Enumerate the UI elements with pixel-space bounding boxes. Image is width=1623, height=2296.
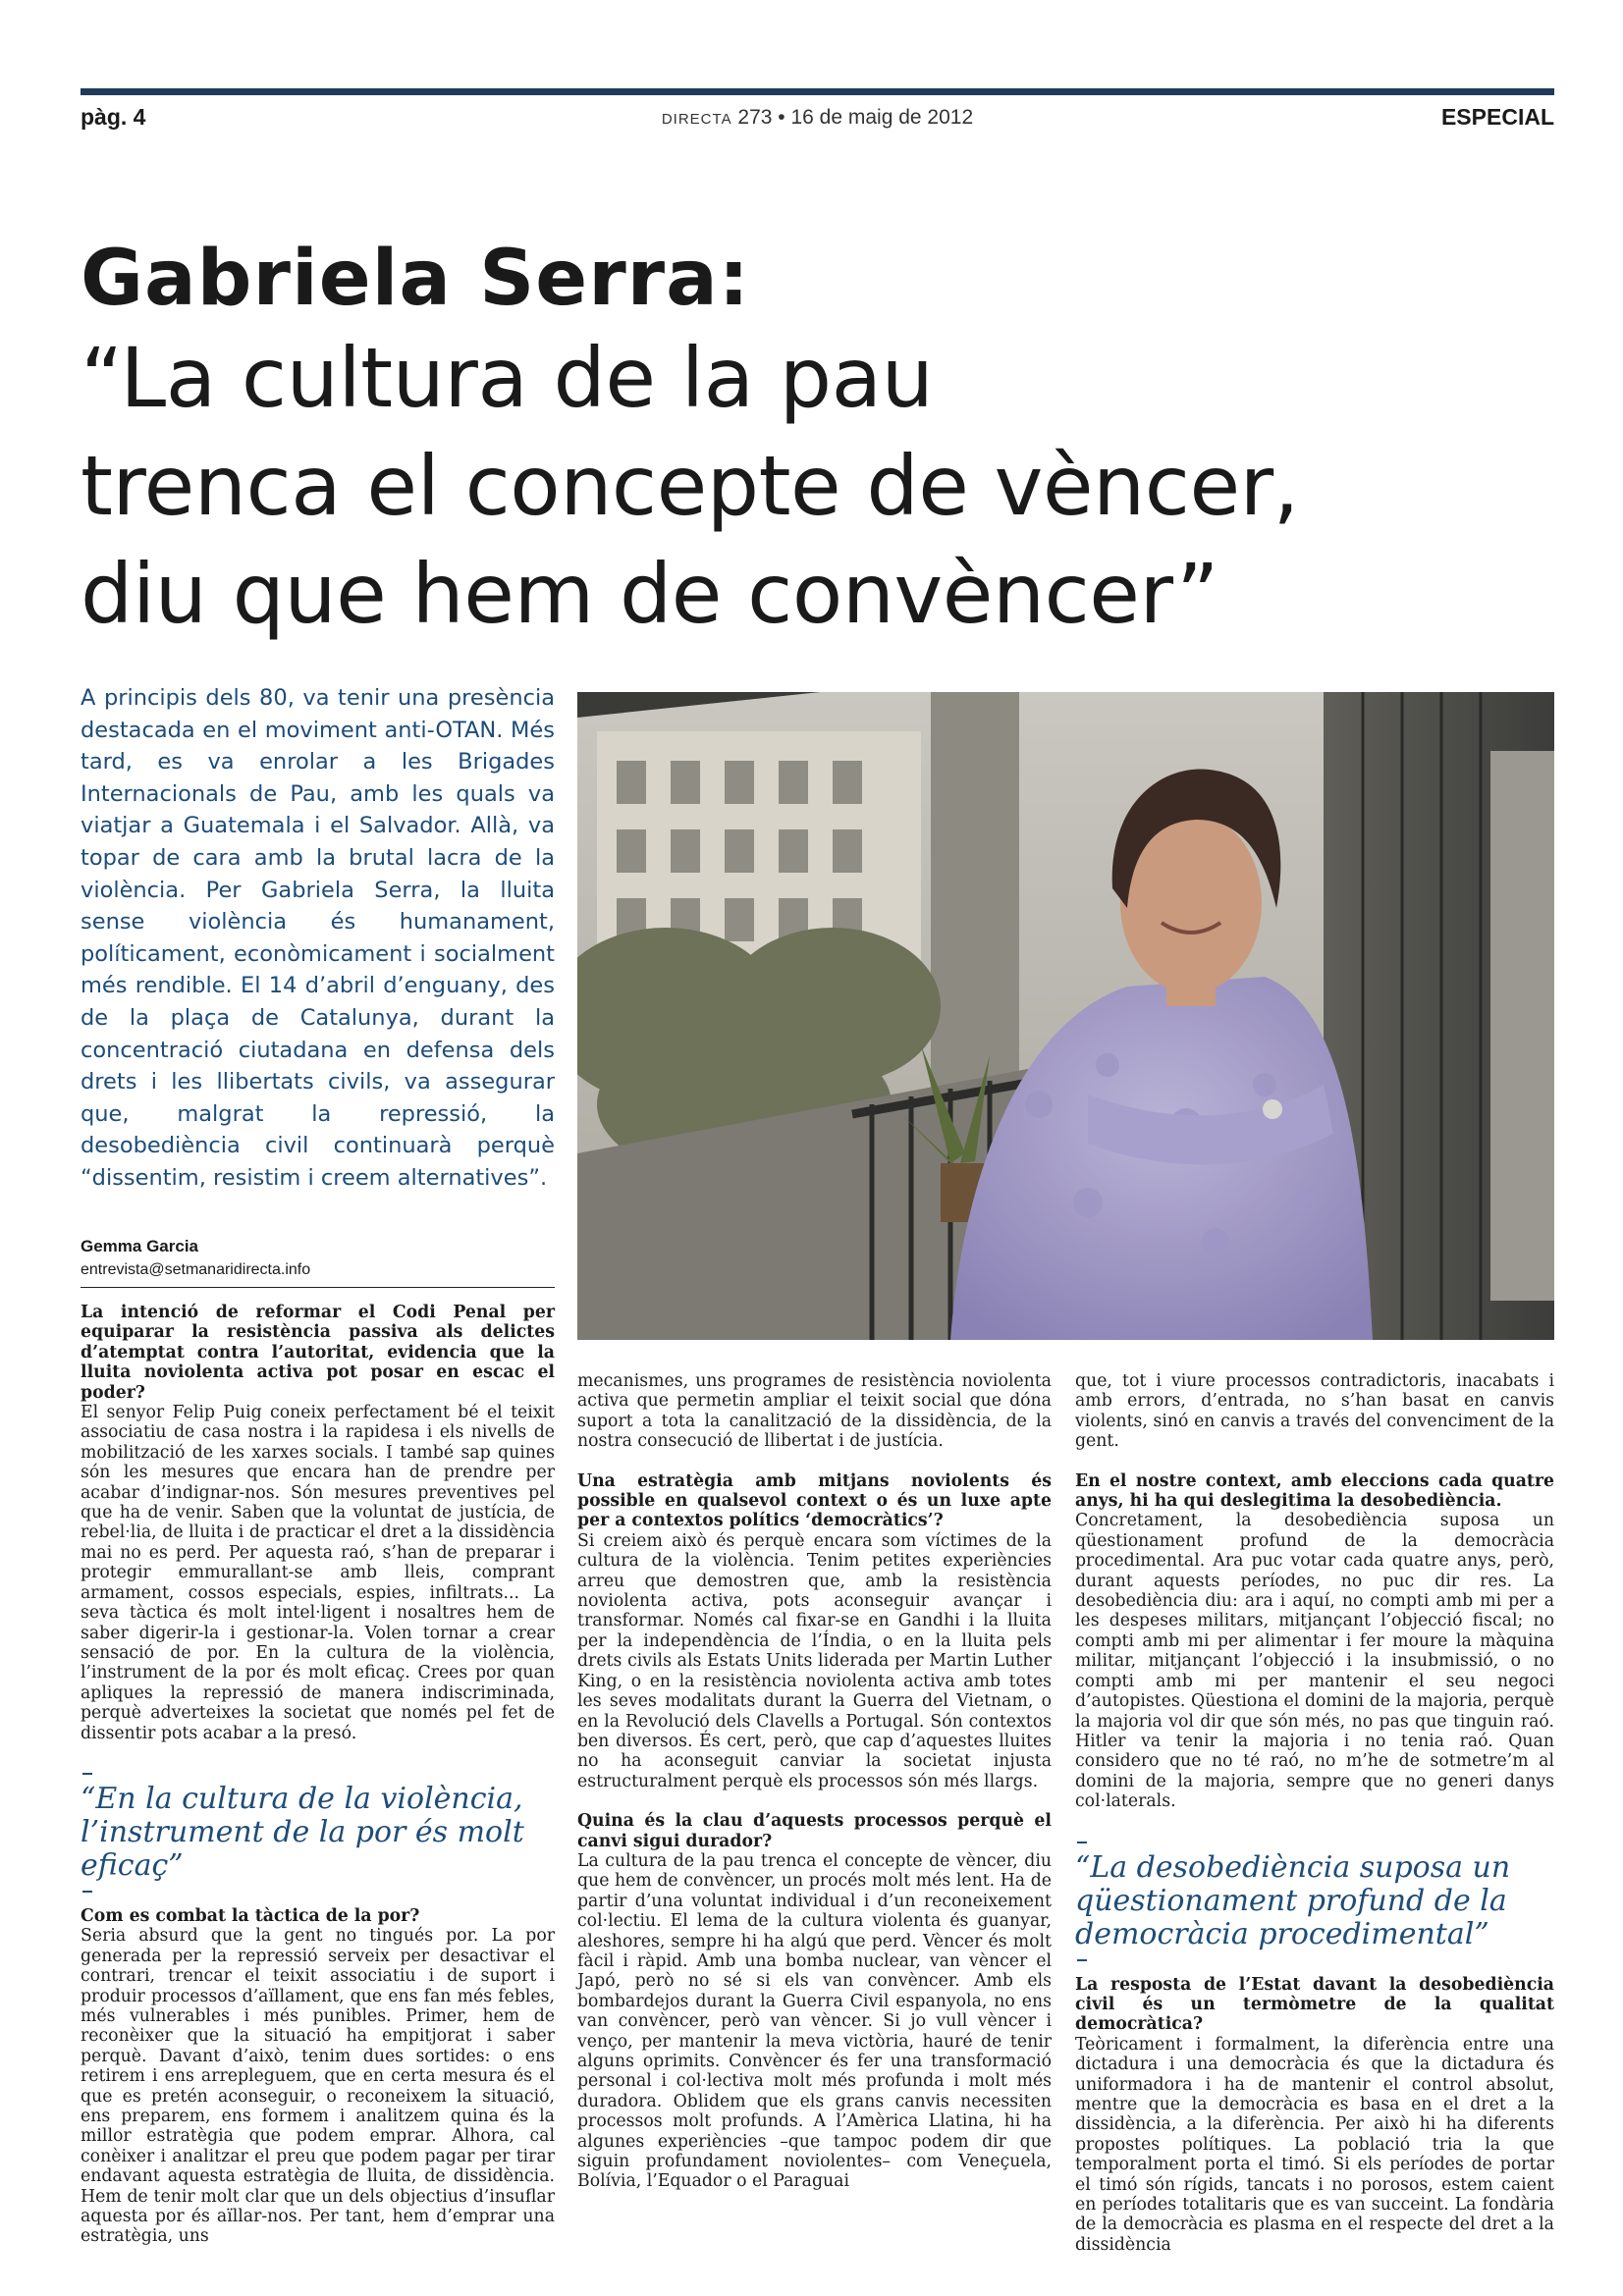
answer: Seria absurd que la gent no tingués por. La por generada per la repressió serveix per desactivar el contrari, trencar el teixit associatiu i de suport i produir processos d’aïllament, que ens fan més febles, més vulnerables i més punibles. Primer, hem de reconèixer que la situació ha empitjorat i saber perquè. Davant d’això, tenim dues sortides: o ens retirem i ens arrepleguem, que en certa mesura és el que es pretén aconseguir, o reconeixem la situació, ens preparem, ens formem i analitzem quina és la millor estratègia que podem emprar. Alhora, cal conèixer i analitzar el preu que podem pagar per tirar endavant aquesta estratègia de lluita, de dissidència. Hem de tenir molt clar que un dels objectius d’insuflar aquesta por és aïllar-nos. Per tant, hem d’emprar una estratègia, uns xyxy=(81,1926,555,2247)
question: Una estratègia amb mitjans noviolents és possible en qualsevol context o és un luxe apte per a contextos polítics ‘democràtics’? xyxy=(577,1470,1052,1531)
byline-rule xyxy=(81,1287,555,1288)
question: La intenció de reformar el Codi Penal per equiparar la resistència passiva als delictes d’atemptat contra l’autoritat, evidencia que la lluita noviolenta activa pot posar en escac el poder? xyxy=(81,1303,555,1403)
headline-quote-line: diu que hem de convèncer” xyxy=(81,546,1219,642)
article-column-2 xyxy=(577,1371,1052,2192)
headline-name: Gabriela Serra: xyxy=(81,235,750,323)
page-header xyxy=(81,104,1554,137)
byline xyxy=(81,1235,555,1282)
pullquote-dash xyxy=(1077,1842,1087,1843)
portrait-photo-graphic xyxy=(577,692,1554,1340)
section-label: ESPECIAL xyxy=(1440,104,1554,130)
pullquote-dash xyxy=(82,1773,92,1775)
page-number: pàg. 4 xyxy=(81,104,146,130)
headline-quote-line: trenca el concepte de vèncer, xyxy=(81,438,1299,534)
pull-quote: “En la cultura de la violència, l’instrument de la por és molt eficaç” xyxy=(81,1781,524,1883)
question: En el nostre context, amb eleccions cada quatre anys, hi ha qui deslegitima la desobediència. xyxy=(1075,1470,1554,1512)
portrait-photo xyxy=(577,692,1554,1340)
answer: La cultura de la pau trenca el concepte de vèncer, diu que hem de convèncer, un procés molt més lent. Ha de partir d’una voluntat individual i d’un reconeixement col·lectiu. El lema de la cultura violenta és guanyar, aleshores, sempre hi ha algú que perd. Vèncer és molt fàcil i ràpid. Amb una bomba nuclear, van vèncer el Japó, però no sé si els van convèncer. Amb els bombardejos durant la Guerra Civil espanyola, no ens van convèncer, però van vèncer. Si jo vull vèncer i venço, per mantenir la meva victòria, hauré de tenir alguns oprimits. Convèncer és fer una transformació personal i col·lectiva molt més profunda i molt més duradora. Oblidem que els grans canvis necessiten processos molt profunds. A l’Amèrica Llatina, hi ha algunes experiències –que tampoc podem dir que siguin profundament noviolentes– com Veneçuela, Bolívia, l’Equador o el Paraguai xyxy=(577,1850,1052,2192)
pullquote-dash xyxy=(82,1891,92,1893)
headline xyxy=(81,234,1534,648)
author-email: entrevista@setmanaridirecta.info xyxy=(81,1261,311,1278)
author-name: Gemma Garcia xyxy=(81,1237,199,1255)
answer: Si creiem això és perquè encara som víctimes de la cultura de la violència. Tenim petites experiències arreu que demostren que, amb la resistència noviolenta activa, pots aconseguir avançar i transformar. Només cal fixar-se en Gandhi i la lluita per la independència de l’Índia, o en la lluita pels drets civils als Estats Units liderada per Martin Luther King, o en la resistència noviolenta activa amb totes les seves modalitats durant la Guerra del Vietnam, o en la Revolució dels Clavells a Portugal. Són contextos ben diversos. És cert, però, que cap d’aquestes lluites no ha aconseguit canviar la societat injusta estructuralment perquè els processos són més llargs. xyxy=(577,1530,1052,1791)
article-column-3 xyxy=(1075,1371,1554,2255)
publication-name: DIRECTA xyxy=(661,111,732,128)
intro-paragraph: A principis dels 80, va tenir una presència destacada en el moviment anti-OTAN. Més tard, es va enrolar a les Brigades Internacionals de Pau, amb les quals va viatjar a Guatemala i el Salvador. Allà, va topar de cara amb la brutal lacra de la violència. Per Gabriela Serra, la lluita sense violència és humanament, políticament, econòmicament i socialment més rendible. El 14 d’abril d’enguany, des de la plaça de Catalunya, durant la concentració ciutadana en defensa dels drets i les llibertats civils, va assegurar que, malgrat la repressió, la desobediència civil continuarà perquè “dissentim, resistim i creem alternatives”. xyxy=(81,685,555,1191)
answer: El senyor Felip Puig coneix perfectament bé el teixit associatiu de casa nostra i la rapidesa i els nivells de mobilització de les xarxes socials. I també sap quines són les mesures que encara han de prendre per acabar d’indignar-nos. Són mesures preventives pel que ha de venir. Saben que la voluntat de justícia, de rebel·lia, de lluita i de practicar el dret a la dissidència mai no es perd. Per aquesta raó, s’han de preparar i protegir emmurallant-se amb lleis, comprant armament, cossos especials, espies, infiltrats... La seva tàctica és molt intel·ligent i nosaltres hem de saber digerir-la i gestionar-la. Volen tornar a crear sensació de por. En la cultura de la violència, l’instrument de la por és molt eficaç. Crees por quan apliques la repressió de manera indiscriminada, perquè adverteixes la societat que només pel fet de dissentir pots acabar a la presó. xyxy=(81,1403,555,1743)
answer: Concretament, la desobediència suposa un qüestionament profund de la democràcia procedimental. Ara puc votar cada quatre anys, però, durant aquests períodes, no puc dir res. La desobediència diu: ara i aquí, no compti amb mi per a les despeses militars, mitjançant l’objecció fiscal; no compti amb mi per alimentar i fer moure la màquina militar, mitjançant l’objecció i la insubmissió, o no compti amb mi per mantenir el seu negoci d’autopistes. Qüestiona el domini de la majoria, perquè la majoria vol dir que són més, no pas que tinguin raó. Hitler va tenir la majoria i no tenia raó. Quan considero que no té raó, no m’he de sotmetre’m al domini de la majoria, sempre que no generi danys col·laterals. xyxy=(1075,1511,1554,1812)
issue-line xyxy=(81,106,1554,130)
answer: que, tot i viure processos contradictoris, inacabats i amb errors, d’entrada, no s’han basat en canvis violents, sinó en canvis a través del convenciment de la gent. xyxy=(1075,1371,1554,1452)
article-column-1 xyxy=(81,1303,555,2247)
question: Quina és la clau d’aquests processos perquè el canvi sigui durador? xyxy=(577,1811,1052,1851)
headline-quote-line: “La cultura de la pau xyxy=(81,330,934,426)
issue-date: 273 • 16 de maig de 2012 xyxy=(737,106,974,129)
answer: mecanismes, uns programes de resistència noviolenta activa que permetin ampliar el teixit social que dóna suport a tota la canalització de la dissidència, de la nostra consecució de llibertat i de justícia. xyxy=(577,1371,1052,1452)
header-rule xyxy=(81,88,1554,95)
pull-quote: “La desobediència suposa un qüestionament profund de la democràcia procedimental” xyxy=(1075,1849,1511,1951)
question: Com es combat la tàctica de la por? xyxy=(81,1905,420,1926)
question: La resposta de l’Estat davant la desobediència civil és un termòmetre de la qualitat democràtica? xyxy=(1075,1974,1554,2035)
answer: Teòricament i formalment, la diferència entre una dictadura i una democràcia és que la dictadura és uniformadora i ha de mantenir el control absolut, mentre que la democràcia es basa en el dret a la dissidència, a la diferència. Per això hi ha diferents propostes polítiques. La població tria la que temporalment porta el timó. Si els períodes de portar el timó són rígids, tancats i no porosos, estem caient en períodes totalitaris que es van succeint. La fondària de la democràcia es plasma en el respecte del dret a la dissidència xyxy=(1075,2034,1554,2255)
pullquote-dash xyxy=(1077,1959,1087,1961)
